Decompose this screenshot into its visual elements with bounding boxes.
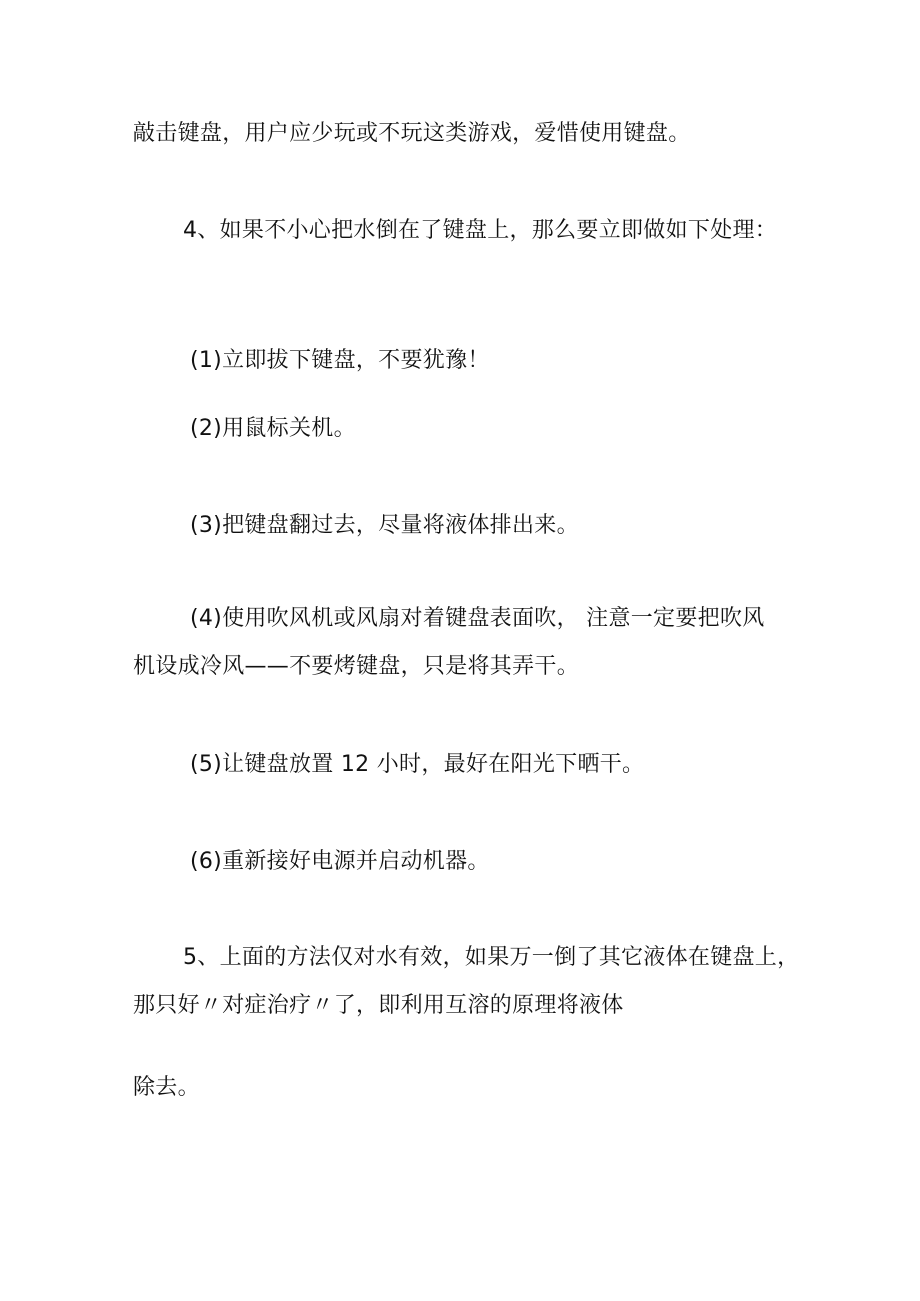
text-line-step-4-cont: 机设成冷风——不要烤键盘，只是将其弄干。 <box>133 654 580 679</box>
text-line-continuation: 敲击键盘，用户应少玩或不玩这类游戏，爱惜使用键盘。 <box>133 121 691 146</box>
text-line-item-5: 5、上面的方法仅对水有效，如果万一倒了其它液体在键盘上， <box>183 945 800 970</box>
text-line-step-4: (4)使用吹风机或风扇对着键盘表面吹， 注意一定要把吹风 <box>190 606 765 631</box>
text-line-step-5: (5)让键盘放置 12 小时，最好在阳光下晒干。 <box>190 752 645 777</box>
text-line-step-6: (6)重新接好电源并启动机器。 <box>190 849 490 874</box>
text-line-step-1: (1)立即拔下键盘，不要犹豫！ <box>190 348 490 373</box>
text-line-step-2: (2)用鼠标关机。 <box>190 416 356 441</box>
text-line-item-5-cont: 那只好〃对症治疗〃了，即利用互溶的原理将液体 <box>133 993 624 1018</box>
text-line-item-5-end: 除去。 <box>133 1075 200 1100</box>
text-line-step-3: (3)把键盘翻过去，尽量将液体排出来。 <box>190 513 579 538</box>
text-line-item-4: 4、如果不小心把水倒在了键盘上，那么要立即做如下处理： <box>183 218 778 243</box>
